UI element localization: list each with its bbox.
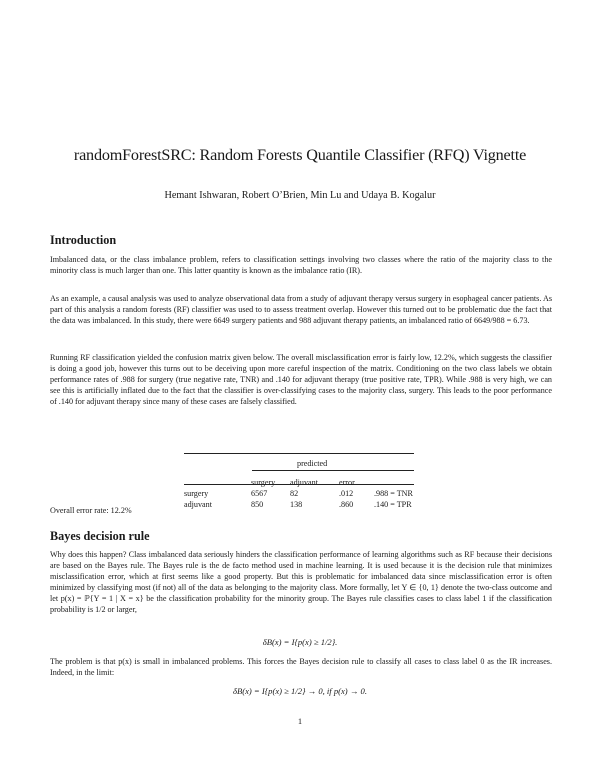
bayes-equation-1: δB(x) = I{p(x) ≥ 1/2}.: [262, 637, 338, 647]
table-cell: .140 = TPR: [374, 500, 412, 509]
table-column-header-row: [184, 472, 435, 488]
table-cell: 850: [251, 500, 264, 509]
table-bottom-rule: [184, 484, 414, 485]
table-cell: 6567: [251, 489, 268, 498]
row-label: surgery: [184, 489, 209, 498]
column-header: error: [339, 478, 355, 487]
overall-error-text: Overall error rate: 12.2%: [50, 506, 132, 515]
paper-title: randomForestSRC: Random Forests Quantile Classifier (RFQ) Vignette: [73, 146, 527, 164]
bayes-equation-2: δB(x) = I{p(x) ≥ 1/2} → 0, if p(x) → 0.: [232, 686, 368, 696]
table-cell: .012: [339, 489, 354, 498]
section-heading-introduction: Introduction: [50, 233, 117, 247]
page-number: 1: [297, 716, 303, 726]
table-cell: .860: [339, 500, 354, 509]
table-cell: 82: [290, 489, 299, 498]
bayes-paragraph-2: The problem is that p(x) is small in imbalanced problems. This forces the Bayes decision rule to classify all cases to class label 0 as the IR increases. Indeed, in the limit:: [50, 657, 552, 677]
bayes-paragraph-1: Why does this happen? Class imbalanced data seriously hinders the classification performance of learning algorithms such as RF because their decisions are based on the Bayes rule. The Bayes rule is the de facto method used in machine learning. It is used because it is the decision rule that minimizes misclassification error, which at first seems like a good property. But this is problematic for imbalanced data since misclassification error is often minimized by classifying most (if not) all of the data as belonging to the majority class. More formally, let Y ∈ {0, 1} denote the two-class outcome and let p(x) = ℙ{Y = 1 | X = x} be the classification probability for the minority group. The Bayes rule classifies cases to class label 1 if the classification probability is 1/2 or larger,: [50, 550, 552, 614]
column-header: [184, 472, 251, 488]
table-cell: 138: [290, 500, 303, 509]
table-row: [184, 488, 435, 499]
intro-paragraph-1: Imbalanced data, or the class imbalance problem, refers to classification settings involving two classes where the ratio of the majority class to the minority class is much larger than one. This latter quantity is known as the imbalance ratio (IR).: [50, 255, 552, 275]
table-mid-rule: [252, 470, 414, 471]
predicted-header: predicted: [297, 459, 328, 468]
table-cell: .988 = TNR: [374, 489, 413, 498]
author-list: Hemant Ishwaran, Robert O’Brien, Min Lu and Udaya B. Kogalur: [164, 190, 436, 201]
section-heading-bayes: Bayes decision rule: [50, 529, 150, 543]
intro-paragraph-2: As an example, a causal analysis was used to analyze observational data from a study of adjuvant therapy versus surgery in esophageal cancer patients. As part of this analysis a random forests (RF) classifier was used to to assess treatment overlap. However this turned out to be problematic due the fact that the data was imbalanced. In this study, there were 6649 surgery patients and 988 adjuvant therapy patients, an imbalanced ratio of 6649/988 = 6.73.: [50, 294, 552, 325]
confusion-matrix-table: [184, 454, 435, 510]
column-header: [374, 472, 435, 488]
column-header: adjuvant: [290, 478, 318, 487]
intro-paragraph-3: Running RF classification yielded the confusion matrix given below. The overall misclassification error is fairly low, 12.2%, which suggests the classifier is doing a good job, however this turns out to be deceiving upon more careful inspection of the matrix. Conditioning on the two class labels we obtain performance rates of .988 for surgery (true negative rate, TNR) and .140 for adjuvant therapy (true positive rate, TPR). While .988 is very high, we can see this is artificially inflated due to the fact that the classifier is over-classifying cases to the majority class, surgery. This leads to the poor performance of .140 for adjuvant therapy since many of these cases are falsely classified.: [50, 353, 552, 406]
column-header: surgery: [251, 478, 276, 487]
row-label: adjuvant: [184, 500, 212, 509]
